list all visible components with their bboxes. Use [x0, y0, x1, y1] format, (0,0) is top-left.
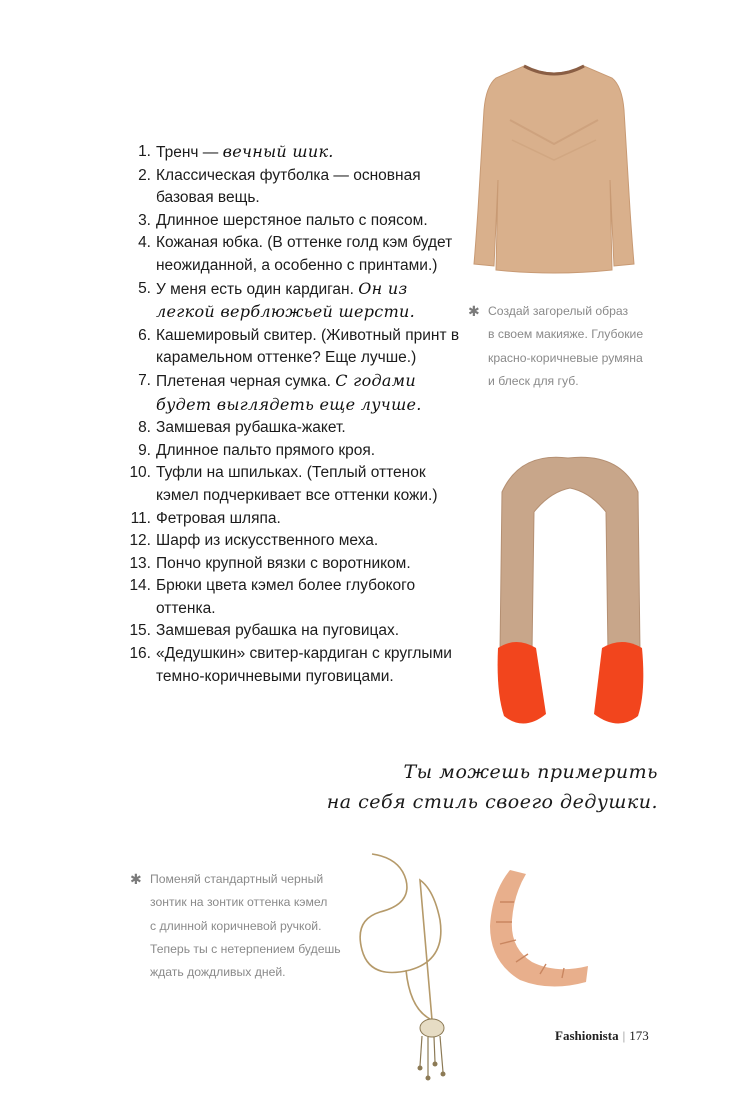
- handwritten-note: Он из легкой верблюжьей шерсти.: [156, 278, 416, 322]
- asterisk-icon: ✱: [130, 871, 142, 887]
- sweater-body: [474, 66, 634, 273]
- tip-line: зонтик на зонтик оттенка кэмел: [150, 895, 328, 910]
- list-item: 13. Пончо крупной вязки с воротником.: [129, 554, 411, 572]
- item-text: У меня есть один кардиган.: [156, 280, 359, 298]
- list-item: 2. Классическая футболка — основная базовая вещь.: [138, 166, 421, 207]
- footer-separator: |: [622, 1028, 626, 1043]
- page-footer: [555, 1028, 649, 1044]
- tip-line: Создай загорелый образ: [488, 304, 629, 318]
- item-text: Замшевая рубашка-жакет.: [156, 419, 346, 437]
- list-item: 16. «Дедушкин» свитер-кардиган с круглыми темно-коричневыми пуговицами.: [129, 645, 452, 685]
- scarf-tip-left: [498, 642, 546, 724]
- list-item: 14. Брюки цвета кэмел более глубокого оттенка.: [129, 577, 416, 617]
- item-text: Тренч —: [156, 144, 223, 161]
- item-text: Брюки цвета кэмел более глубокого оттенка.: [156, 577, 416, 617]
- item-text: Классическая футболка — основная базовая вещь.: [156, 166, 421, 207]
- necklace-chain: [360, 854, 441, 1020]
- tip-line: Поменяй стандартный черный: [150, 872, 324, 886]
- quote-line: на себя стиль своего дедушки.: [326, 791, 658, 813]
- tip-line: в своем макияже. Глубокие: [488, 327, 644, 342]
- item-text: Кашемировый свитер. (Животный принт в карамельном оттенке? Еще лучше.): [156, 326, 460, 367]
- item-text: Длинное шерстяное пальто с поясом.: [156, 211, 428, 229]
- book-title: Fashionista: [555, 1028, 619, 1043]
- bracelet-image: [470, 862, 598, 994]
- list-item: 1. Тренч — вечный шик.: [138, 142, 334, 161]
- scarf-tip-right: [594, 642, 643, 724]
- list-item: 11. Фетровая шляпа.: [130, 509, 281, 527]
- handwritten-note: С годами будет выглядеть еще лучше.: [156, 370, 422, 414]
- necklace-pendant: [418, 1019, 446, 1081]
- list-item: 3. Длинное шерстяное пальто с поясом.: [138, 211, 428, 229]
- item-text: Пончо крупной вязки с воротником.: [156, 554, 411, 572]
- faux-fur-scarf-image: [490, 452, 650, 734]
- tip-line: и блеск для губ.: [488, 373, 579, 388]
- umbrella-tip: [130, 868, 370, 984]
- list-item: 10. Туфли на шпильках. (Теплый оттенок кэмел подчеркивает все оттенки кожи.): [129, 464, 438, 504]
- makeup-tip: [468, 300, 668, 393]
- tip-line: с длинной коричневой ручкой.: [150, 918, 322, 933]
- item-text: Шарф из искусственного меха.: [156, 532, 379, 550]
- necklace-image: [350, 850, 460, 1085]
- tip-line: красно-коричневые румяна: [488, 350, 643, 365]
- list-item: 6. Кашемировый свитер. (Животный принт в карамельном оттенке? Еще лучше.): [138, 326, 460, 367]
- camel-sweater-image: [462, 60, 646, 278]
- quote-line: Ты можешь примерить: [403, 761, 658, 783]
- asterisk-icon: ✱: [468, 303, 480, 319]
- item-text: Плетеная черная сумка.: [156, 372, 336, 390]
- wardrobe-list: [118, 141, 468, 688]
- item-text: Длинное пальто прямого кроя.: [156, 441, 376, 459]
- list-item: 7. Плетеная черная сумка. С годами будет выглядеть еще лучше.: [138, 370, 422, 414]
- list-item: 4. Кожаная юбка. (В оттенке голд кэм будет неожиданной, а особенно с принтами.): [138, 234, 453, 274]
- bracelet-body: [490, 870, 588, 987]
- scarf-fur: [500, 457, 640, 652]
- item-text: «Дедушкин» свитер-кардиган с круглыми темно-коричневыми пуговицами.: [156, 645, 452, 685]
- list-item: 5. У меня есть один кардиган. Он из легкой верблюжьей шерсти.: [138, 278, 416, 322]
- handwritten-quote: [327, 757, 658, 817]
- item-text: Кожаная юбка. (В оттенке голд кэм будет неожиданной, а особенно с принтами.): [156, 234, 453, 274]
- handwritten-note: вечный шик.: [222, 142, 334, 161]
- list-item: 8. Замшевая рубашка-жакет.: [138, 419, 346, 437]
- item-text: Замшевая рубашка на пуговицах.: [156, 622, 400, 640]
- list-item: 15. Замшевая рубашка на пуговицах.: [129, 622, 400, 640]
- list-item: 9. Длинное пальто прямого кроя.: [138, 441, 376, 459]
- tip-line: Теперь ты с нетерпением будешь: [150, 941, 341, 956]
- page-number: 173: [629, 1028, 649, 1043]
- list-item: 12. Шарф из искусственного меха.: [129, 532, 379, 550]
- tip-line: ждать дождливых дней.: [150, 965, 286, 980]
- item-text: Туфли на шпильках. (Теплый оттенок кэмел подчеркивает все оттенки кожи.): [156, 464, 438, 504]
- item-text: Фетровая шляпа.: [156, 509, 281, 527]
